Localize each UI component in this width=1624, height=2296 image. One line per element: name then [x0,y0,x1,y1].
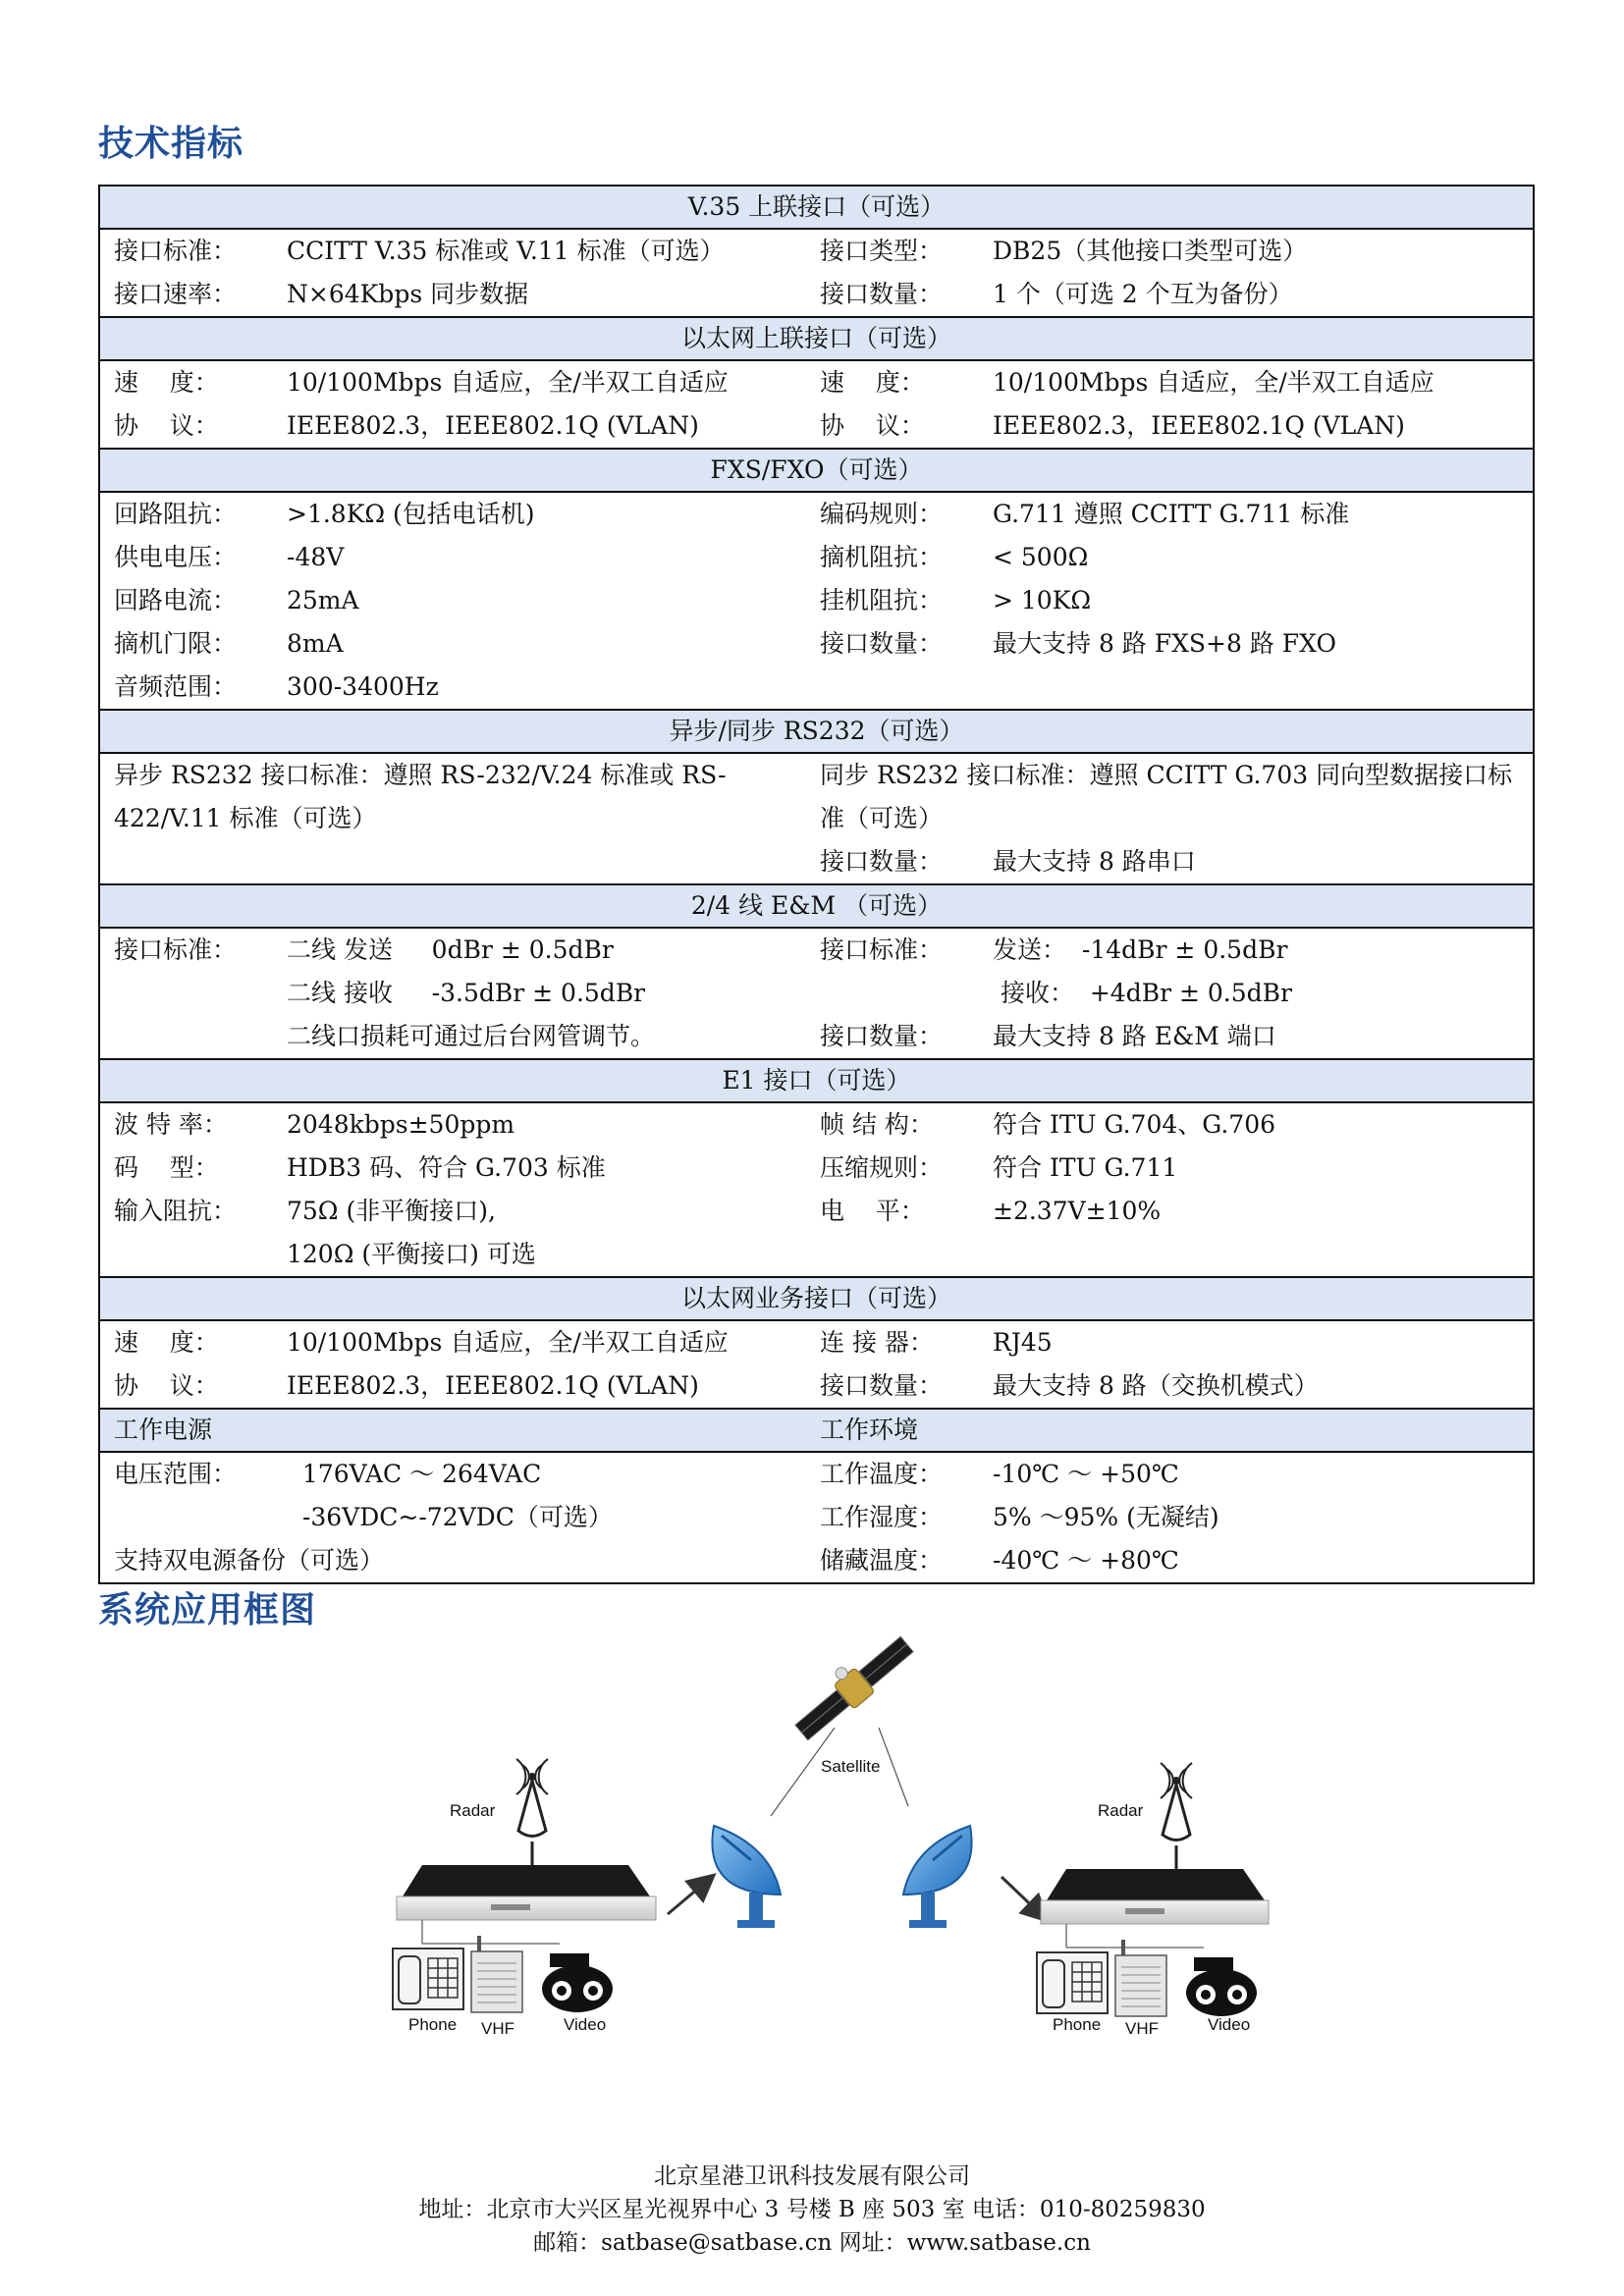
spec-key: 速 度： [820,368,925,397]
vhf-radio-right-icon [1115,1940,1166,2016]
spec-key: 工作湿度： [820,1503,944,1531]
arrow-up-icon [668,1877,712,1914]
spec-key [114,972,287,1015]
spec-key: 接口标准： [820,935,944,964]
spec-key: 帧 结 构： [820,1110,934,1139]
section-e1-header [99,1059,1534,1102]
spec-key: 输入阻抗： [114,1197,238,1225]
spec-key: 摘机阻抗： [820,543,944,571]
spec-list-right [820,230,1519,316]
spec-key: 工作温度： [820,1460,944,1488]
spec-value: 10/100Mbps 自适应，全/半双工自适应 [287,368,729,397]
spec-value: G.711 遵照 CCITT G.711 标准 [993,500,1350,528]
spec-heading: 技术指标 [98,124,244,164]
footer-contact: 邮箱：satbase@satbase.cn 网址：www.satbase.cn [533,2230,1091,2256]
spec-key: 速 度： [114,368,219,397]
spec-value: -36VDC~-72VDC（可选） [287,1503,613,1531]
spec-value: 120Ω (平衡接口) 可选 [287,1240,536,1268]
spec-list-right [820,1453,1519,1582]
spec-list-right [820,361,1519,448]
spec-key: 电压范围： [114,1460,238,1488]
spec-value: 1 个（可选 2 个互为备份） [993,280,1293,308]
diagram-heading: 系统应用框图 [98,1590,317,1630]
section-title-power: 工作电源 [99,1409,806,1452]
spec-value: ±2.37V±10% [993,1197,1162,1225]
spec-key [114,1233,287,1276]
spec-value: -40℃ ～ +80℃ [993,1546,1179,1575]
satellite-dish-left-icon [712,1826,781,1928]
spec-list-right [820,929,1519,1058]
spec-value: 最大支持 8 路 E&M 端口 [993,1022,1276,1050]
section-em-header [99,884,1534,928]
spec-key: 协 议： [820,411,925,440]
arrow-down-icon [1001,1877,1046,1919]
spec-key: 储藏温度： [820,1546,944,1575]
spec-key: 接口速率： [114,280,238,308]
spec-key [114,1015,287,1058]
spec-key: 接口数量： [820,629,944,658]
spec-key: 音频范围： [114,672,238,701]
section-title: V.35 上联接口（可选） [99,186,1534,229]
spec-list-left [114,361,792,448]
video-left-label: Video [564,2015,607,2034]
spec-value: 发送： -14dBr ± 0.5dBr [993,935,1288,964]
spec-value: HDB3 码、符合 G.703 标准 [287,1153,606,1182]
spec-list-right [820,840,1519,883]
spec-list-left [114,230,792,316]
spec-value: 最大支持 8 路串口 [993,847,1196,876]
spec-key: 编码规则： [820,500,944,528]
spec-key: 协 议： [114,411,219,440]
rs232-sync-text: 同步 RS232 接口标准：遵照 CCITT G.703 同向型数据接口标准（可选） [820,761,1513,832]
section-title-environment: 工作环境 [806,1409,1534,1452]
spec-list-left [114,929,792,1058]
video-camera-left-icon [542,1953,613,2012]
vhf-radio-left-icon [471,1936,522,2012]
spec-value: 二线口损耗可通过后台网管调节。 [287,1022,656,1050]
phone-right-label: Phone [1053,2015,1102,2034]
phone-left-icon [393,1949,463,2009]
vhf-right-label: VHF [1125,2019,1159,2038]
section-eth-up-body [99,360,1534,449]
section-rs232-header [99,710,1534,753]
rs232-async-text: 异步 RS232 接口标准：遵照 RS-232/V.24 标准或 RS-422/V.11 标准（可选） [114,761,727,832]
phone-left-label: Phone [408,2015,458,2034]
spec-value: 接收： +4dBr ± 0.5dBr [993,979,1292,1007]
station-left [393,1759,656,2038]
spec-key: 接口标准： [114,935,238,964]
spec-value: N×64Kbps 同步数据 [287,280,529,308]
spec-list-left [114,1103,792,1276]
dual-power-text: 支持双电源备份（可选） [114,1546,385,1575]
video-right-label: Video [1208,2015,1251,2034]
spec-key: 挂机阻抗： [820,586,944,614]
spec-value: RJ45 [993,1328,1053,1357]
spec-key: 协 议： [114,1371,219,1400]
radar-left-label: Radar [450,1801,496,1820]
vhf-left-label: VHF [481,2019,514,2038]
footer-company: 北京星港卫讯科技发展有限公司 [654,2163,970,2189]
station-right [1037,1763,1269,2038]
satellite-dish-right-icon [903,1826,972,1928]
radar-right-label: Radar [1098,1801,1144,1820]
spec-key: 回路电流： [114,586,238,614]
spec-value: 符合 ITU G.711 [993,1153,1178,1182]
radar-antenna-left-icon [516,1759,548,1837]
section-title: 以太网业务接口（可选） [99,1277,1534,1320]
multiplexer-device-right-icon [1041,1869,1269,1924]
spec-value: 二线 发送 0dBr ± 0.5dBr [287,935,614,964]
spec-value: 二线 接收 -3.5dBr ± 0.5dBr [287,979,646,1007]
spec-key: 接口数量： [820,280,944,308]
spec-value: -48V [287,543,345,571]
system-application-diagram [373,1620,1296,2130]
spec-key: 连 接 器： [820,1328,934,1357]
spec-key: 压缩规则： [820,1153,944,1182]
spec-key: 码 型： [114,1153,219,1182]
spec-value: IEEE802.3，IEEE802.1Q (VLAN) [993,411,1405,440]
spec-key: 速 度： [114,1328,219,1357]
spec-value: < 500Ω [993,543,1089,571]
spec-key: 电 平： [820,1197,925,1225]
spec-list-left [114,1321,792,1408]
satellite-icon [785,1625,917,1744]
spec-value: 75Ω (非平衡接口), [287,1197,496,1225]
spec-key [114,1496,287,1539]
section-title: 2/4 线 E&M （可选） [99,884,1534,928]
section-title: 以太网上联接口（可选） [99,317,1534,360]
spec-key: 接口数量： [820,1022,944,1050]
spec-list-right [820,1321,1519,1408]
spec-list-right [820,493,1519,666]
spec-list-right [820,1103,1519,1233]
section-e1-body [99,1102,1534,1277]
spec-table [98,185,1535,1584]
spec-value: >1.8KΩ (包括电话机) [287,500,535,528]
spec-key: 接口数量： [820,847,944,876]
section-power-env-header [99,1409,1534,1452]
spec-value: 300-3400Hz [287,672,439,701]
spec-key: 波 特 率： [114,1110,228,1139]
spec-value: 2048kbps±50ppm [287,1110,515,1139]
spec-key: 接口类型： [820,237,944,265]
section-eth-up-header [99,317,1534,360]
section-eth-svc-header [99,1277,1534,1320]
section-title: 异步/同步 RS232（可选） [99,710,1534,753]
section-em-body [99,928,1534,1059]
spec-value: CCITT V.35 标准或 V.11 标准（可选） [287,237,725,265]
video-camera-right-icon [1186,1957,1257,2016]
spec-key: 接口数量： [820,1371,944,1400]
spec-value: -10℃ ～ +50℃ [993,1460,1179,1488]
phone-right-icon [1037,1952,1108,2013]
section-title: E1 接口（可选） [99,1059,1534,1102]
multiplexer-device-left-icon [397,1865,656,1920]
section-fxs-header [99,449,1534,492]
section-title: FXS/FXO（可选） [99,449,1534,492]
downlink-line [879,1728,908,1806]
spec-key: 供电电压： [114,543,238,571]
section-eth-svc-body [99,1320,1534,1409]
spec-list-left [114,1453,792,1539]
spec-key: 接口标准： [114,237,238,265]
spec-value: DB25（其他接口类型可选） [993,237,1308,265]
spec-list-left [114,493,792,709]
spec-key: 摘机门限： [114,629,238,658]
spec-key: 回路阻抗： [114,500,238,528]
section-rs232-body [99,753,1534,884]
spec-value: IEEE802.3，IEEE802.1Q (VLAN) [287,1371,699,1400]
spec-value: IEEE802.3，IEEE802.1Q (VLAN) [287,411,699,440]
spec-value: 176VAC ～ 264VAC [287,1460,542,1488]
spec-key [820,972,993,1015]
satellite-label: Satellite [821,1757,881,1776]
footer-address: 地址：北京市大兴区星光视界中心 3 号楼 B 座 503 室 电话：010-80259830 [418,2197,1206,2222]
spec-value: 8mA [287,629,344,658]
section-v35-body [99,229,1534,317]
section-power-env-body [99,1452,1534,1583]
spec-value: 10/100Mbps 自适应，全/半双工自适应 [287,1328,729,1357]
section-fxs-body [99,492,1534,710]
spec-value: 5% ～95% (无凝结) [993,1503,1219,1531]
spec-value: 10/100Mbps 自适应，全/半双工自适应 [993,368,1435,397]
spec-value: 符合 ITU G.704、G.706 [993,1110,1276,1139]
radar-antenna-right-icon [1161,1763,1192,1841]
spec-value: > 10KΩ [993,586,1092,614]
spec-value: 25mA [287,586,359,614]
spec-value: 最大支持 8 路 FXS+8 路 FXO [993,629,1336,658]
spec-value: 最大支持 8 路（交换机模式） [993,1371,1319,1400]
section-v35-header [99,186,1534,229]
